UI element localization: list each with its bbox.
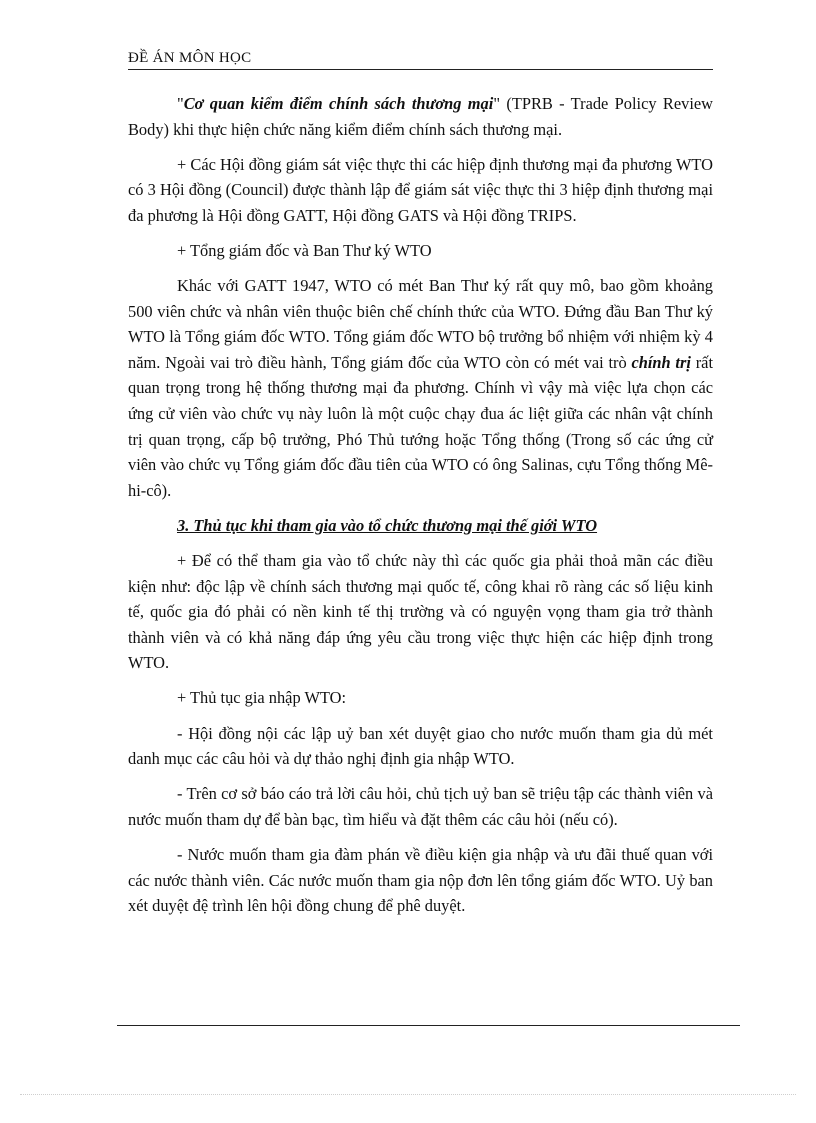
tprb-description: (TPRB - Trade Policy Review Body) khi thực hiện chức năng kiểm điểm chính sách thương mại. (128, 94, 713, 139)
page-header (128, 50, 713, 70)
paragraph-tprb (128, 91, 713, 142)
paragraph-accession-title: + Thủ tục gia nhập WTO: (177, 688, 347, 708)
section-heading: 3. Thủ tục khi tham gia vào tổ chức thương mại thế giới WTO (177, 515, 598, 535)
secretariat-text-end: rất quan trọng trong hệ thống thương mại đa phương. Chính vì vậy mà việc lựa chọn các ứng cử viên vào chức vụ này luôn là một cuộc chạy đua ác liệt giữa các nhân vật chính trị quan trọng, cấp bộ trưởng, Phó Thủ tướng hoặc Tổng thống (Trong số các ứng cử viên vào chức vụ Tổng giám đốc đầu tiên của WTO có ông Salinas, cựu Tổng thống Mê-hi-cô). (128, 352, 713, 500)
document-body (128, 91, 713, 919)
footer-divider (117, 1025, 740, 1026)
paragraph-director-general-title: + Tổng giám đốc và Ban Thư ký WTO (177, 240, 432, 260)
paragraph-step-negotiation: - Nước muốn tham gia đàm phán về điều kiện gia nhập và ưu đãi thuế quan với các nước thành viên. Các nước muốn tham gia nộp đơn lên tổng giám đốc WTO. Uỷ ban xét duyệt đệ trình lên hội đồng chung để phê duyệt. (128, 844, 713, 916)
paragraph-councils: + Các Hội đồng giám sát việc thực thi các hiệp định thương mại đa phương WTO có 3 Hội đồng (Council) được thành lập để giám sát việc thực thi 3 hiệp định thương mại đa phương là Hội đồng GATT, Hội đồng GATS và Hội đồng TRIPS. (128, 154, 713, 225)
paragraph-conditions: + Để có thể tham gia vào tổ chức này thì các quốc gia phải thoả mãn các điều kiện như: độc lập về chính sách thương mại quốc tế, công khai rõ ràng các số liệu kinh tế, quốc gia đó phải có nền kinh tế thị trường và có nguyện vọng tham gia trở thành thành viên và có khả năng đáp ứng yêu cầu trong việc thực hiện các hiệp định trong WTO. (128, 551, 713, 673)
political-role-term: chính trị (631, 352, 691, 372)
paragraph-step-questions: - Trên cơ sở báo cáo trả lời câu hỏi, chủ tịch uỷ ban sẽ triệu tập các thành viên và nước muốn tham dự để bàn bạc, tìm hiểu và đặt thêm các câu hỏi (nếu có). (128, 784, 713, 829)
secretariat-text-start: Khác với GATT 1947, WTO có mét Ban Thư ký rất quy mô, bao gồm khoảng 500 viên chức và nhân viên thuộc biên chế chính thức của WTO. Đứng đầu Ban Thư ký WTO là Tổng giám đốc WTO. Tổng giám đốc WTO bộ trưởng bổ nhiệm với nhiệm kỳ 4 năm. Ngoài vai trò điều hành, Tổng giám đốc của WTO còn có mét vai trò (128, 276, 713, 372)
quote-open: " (177, 94, 184, 113)
header-title: ĐỀ ÁN MÔN HỌC (128, 50, 252, 66)
section-heading-paragraph (128, 513, 713, 539)
paragraph-secretariat (128, 273, 713, 503)
page-bottom-border (20, 1094, 796, 1095)
quote-close: " (493, 94, 501, 113)
tprb-term: Cơ quan kiểm điểm chính sách thương mại (183, 94, 494, 113)
paragraph-step-committee: - Hội đồng nội các lập uỷ ban xét duyệt giao cho nước muốn tham gia dủ mét danh mục các câu hỏi và dự thảo nghị định gia nhập WTO. (128, 723, 713, 769)
